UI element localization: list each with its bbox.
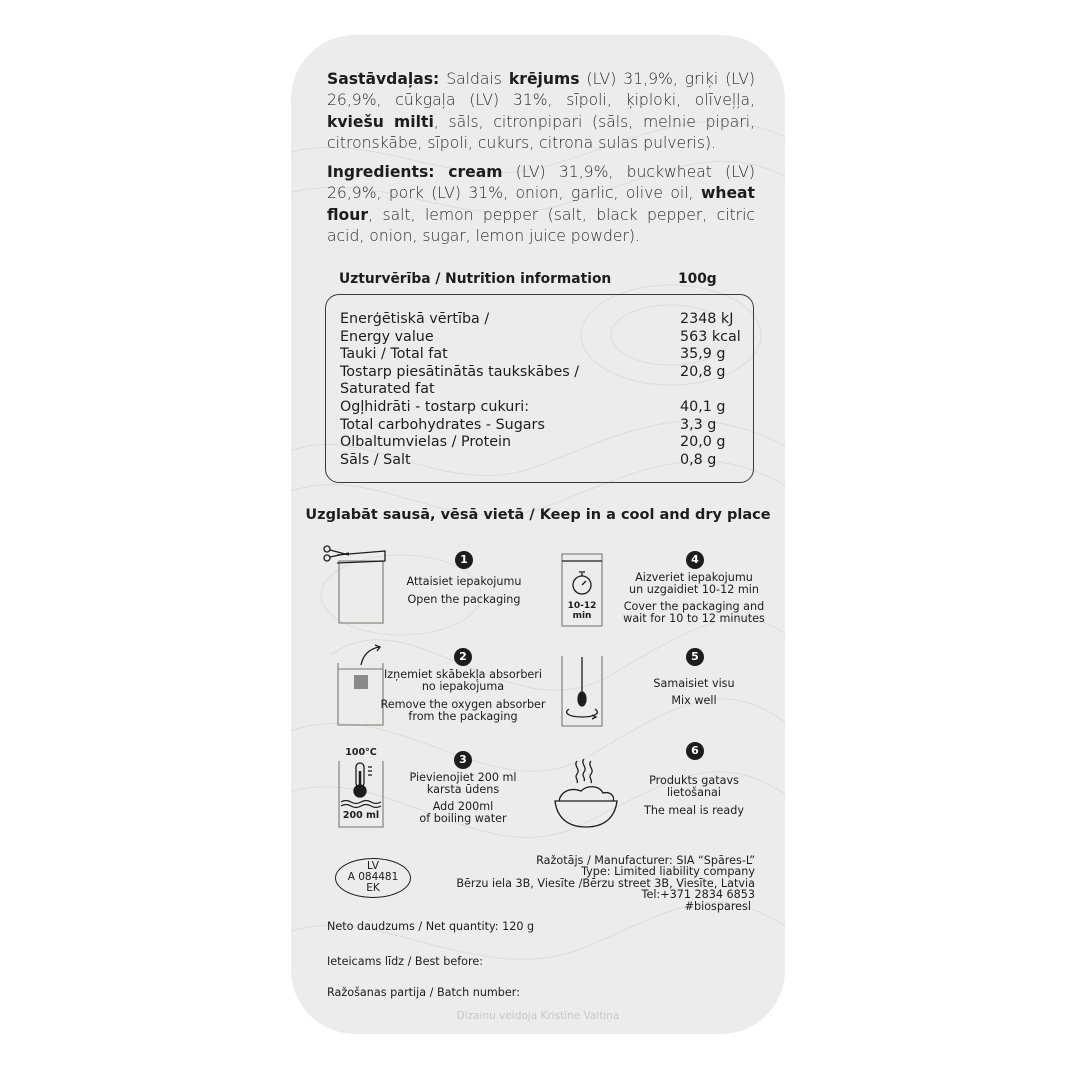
step-text-line: Remove the oxygen absorber <box>380 698 546 711</box>
eu-mark-line: LV <box>367 860 379 872</box>
step-6-en <box>594 805 785 817</box>
nutrition-row <box>340 329 740 347</box>
storage-instruction: Uzglabāt sausā, vēsā vietā / Keep in a cool and dry place <box>305 507 771 523</box>
manufacturer-info <box>456 855 755 912</box>
manufacturer-line: Bērzu iela 3B, Viesīte /Bērzu street 3B, Viesīte, Latvia <box>456 876 755 890</box>
manufacturer-line: Type: Limited liability company <box>581 865 755 879</box>
nutrition-table <box>325 294 754 483</box>
step-text-line: no iepakojuma <box>421 680 505 694</box>
net-quantity: Neto daudzums / Net quantity: 120 g <box>327 920 535 933</box>
nutrition-row <box>340 381 740 399</box>
ingredients-lv-text: , sāls, citronpipari (sāls, melnie pipari, citronskābe, sīpoli, cukurs, citrona sulas pulveris). <box>327 112 755 153</box>
batch-number: Ražošanas partija / Batch number: <box>327 986 520 999</box>
ingredients-en-allergen-cream: cream <box>434 163 503 181</box>
step-2-lv <box>363 669 563 694</box>
nutrition-row <box>340 452 740 470</box>
nutrition-label: Tostarp piesātinātās taukskābes / <box>340 363 580 380</box>
ingredients-lv-allergen-cream: krējums <box>508 70 580 88</box>
nutrition-label: Tauki / Total fat <box>340 346 448 363</box>
step-1-en <box>364 594 564 606</box>
nutrition-label: Enerģētiskā vērtība / <box>340 311 490 327</box>
timer-label-line: min <box>572 611 592 621</box>
nutrition-row <box>340 417 740 435</box>
step-4-en <box>594 601 785 626</box>
nutrition-value: 35,9 g <box>680 346 726 363</box>
step-4-lv <box>594 572 785 597</box>
step-number: 6 <box>686 742 704 760</box>
step-number: 3 <box>454 751 472 769</box>
design-credit: Dizainu veidoja Kristīne Valtiņa <box>456 1010 620 1022</box>
step-text-line: Mix well <box>671 694 717 707</box>
spoon-stir-pouch-icon <box>559 653 605 729</box>
nutrition-value: 3,3 g <box>680 416 717 433</box>
step-text-line: Izņemiet skābekļa absorberi <box>383 668 543 681</box>
nutrition-label: Olbaltumvielas / Protein <box>340 434 512 451</box>
nutrition-header-label: Uzturvērība / Nutrition information <box>339 271 612 287</box>
ingredients-en <box>327 162 755 248</box>
nutrition-header-unit: 100g <box>678 271 717 287</box>
step-text-line: un uzgaidiet 10-12 min <box>629 583 759 597</box>
nutrition-value: 20,0 g <box>680 434 726 451</box>
manufacturer-line: #biosparesl <box>684 899 751 913</box>
ingredients-lv-allergen-wheat: kviešu milti <box>327 112 434 131</box>
step-number: 2 <box>454 648 472 666</box>
step-number: 4 <box>686 551 704 569</box>
ingredients-lv <box>327 69 755 155</box>
step-text-line: of boiling water <box>419 812 507 826</box>
nutrition-label: Total carbohydrates - Sugars <box>340 416 545 433</box>
eu-mark-line: EK <box>366 882 380 894</box>
eu-identification-mark <box>335 858 411 898</box>
step-text-line: Pievienojiet 200 ml <box>409 771 517 784</box>
nutrition-value: 0,8 g <box>680 451 717 468</box>
step-5-lv <box>594 678 785 690</box>
step-text-line: Aizveriet iepakojumu <box>635 571 753 584</box>
ingredients-en-text: (LV) 31,9%, buckwheat (LV) 26,9%, pork (LV) 31%, onion, garlic, olive oil, <box>327 163 755 203</box>
step-text-line: lietošanai <box>666 786 722 800</box>
nutrition-value: 2348 kJ <box>680 311 734 327</box>
step-3-en <box>363 801 563 826</box>
ingredients-lv-label: Sastāvdaļas: <box>327 70 440 88</box>
thermometer-label: 100°C <box>345 747 377 758</box>
ingredients-en-text: , salt, lemon pepper (salt, black pepper, citric acid, onion, sugar, lemon juice powder). <box>327 205 755 246</box>
step-text-line: karsta ūdens <box>426 783 500 797</box>
ingredients-lv-text: (LV) 31,9%, griķi (LV) 26,9%, cūkgaļa (LV) 31%, sīpoli, ķiploki, olīveļļa, <box>327 70 755 110</box>
ingredients-en-allergen-wheat: wheat flour <box>327 184 755 224</box>
step-text-line: Cover the packaging and <box>623 600 765 613</box>
step-text-line: wait for 10 to 12 minutes <box>623 612 765 626</box>
nutrition-label: Energy value <box>340 328 434 345</box>
nutrition-label: Sāls / Salt <box>340 451 411 468</box>
nutrition-value: 20,8 g <box>680 363 726 380</box>
nutrition-value: 563 kcal <box>680 328 741 345</box>
water-label: 200 ml <box>342 810 380 821</box>
best-before: Ieteicams līdz / Best before: <box>327 955 484 968</box>
step-6-lv <box>594 775 785 800</box>
timer-label-line: 10-12 <box>567 601 597 611</box>
step-1-lv <box>364 576 564 588</box>
nutrition-label: Ogļhidrāti - tostarp cukuri: <box>340 399 530 415</box>
nutrition-row <box>340 346 740 364</box>
eu-mark-line: A 084481 <box>347 871 399 883</box>
step-text-line: Add 200ml <box>432 800 494 813</box>
step-text-line: Samaisiet visu <box>653 677 735 690</box>
step-text-line: Open the packaging <box>407 593 521 606</box>
ingredients-en-label: Ingredients: <box>327 163 435 181</box>
package-label <box>291 35 785 1034</box>
step-text-line: The meal is ready <box>644 804 744 817</box>
nutrition-row <box>340 364 740 382</box>
step-text-line: from the packaging <box>408 710 518 724</box>
ingredients-lv-text: Saldais <box>439 70 509 88</box>
step-2-en <box>363 699 563 724</box>
step-5-en <box>594 695 785 707</box>
step-3-lv <box>363 772 563 797</box>
nutrition-value: 40,1 g <box>680 399 726 415</box>
manufacturer-line: Ražotājs / Manufacturer: SIA “Spāres-L” <box>536 854 755 867</box>
nutrition-row <box>340 311 740 329</box>
nutrition-label: Saturated fat <box>340 381 435 398</box>
nutrition-row <box>340 434 740 452</box>
step-number: 5 <box>686 648 704 666</box>
step-text-line: Attaisiet iepakojumu <box>406 575 522 588</box>
step-text-line: Produkts gatavs <box>649 774 739 787</box>
manufacturer-line: Tel:+371 2834 6853 <box>641 888 755 902</box>
nutrition-row <box>340 399 740 417</box>
step-number: 1 <box>455 551 473 569</box>
